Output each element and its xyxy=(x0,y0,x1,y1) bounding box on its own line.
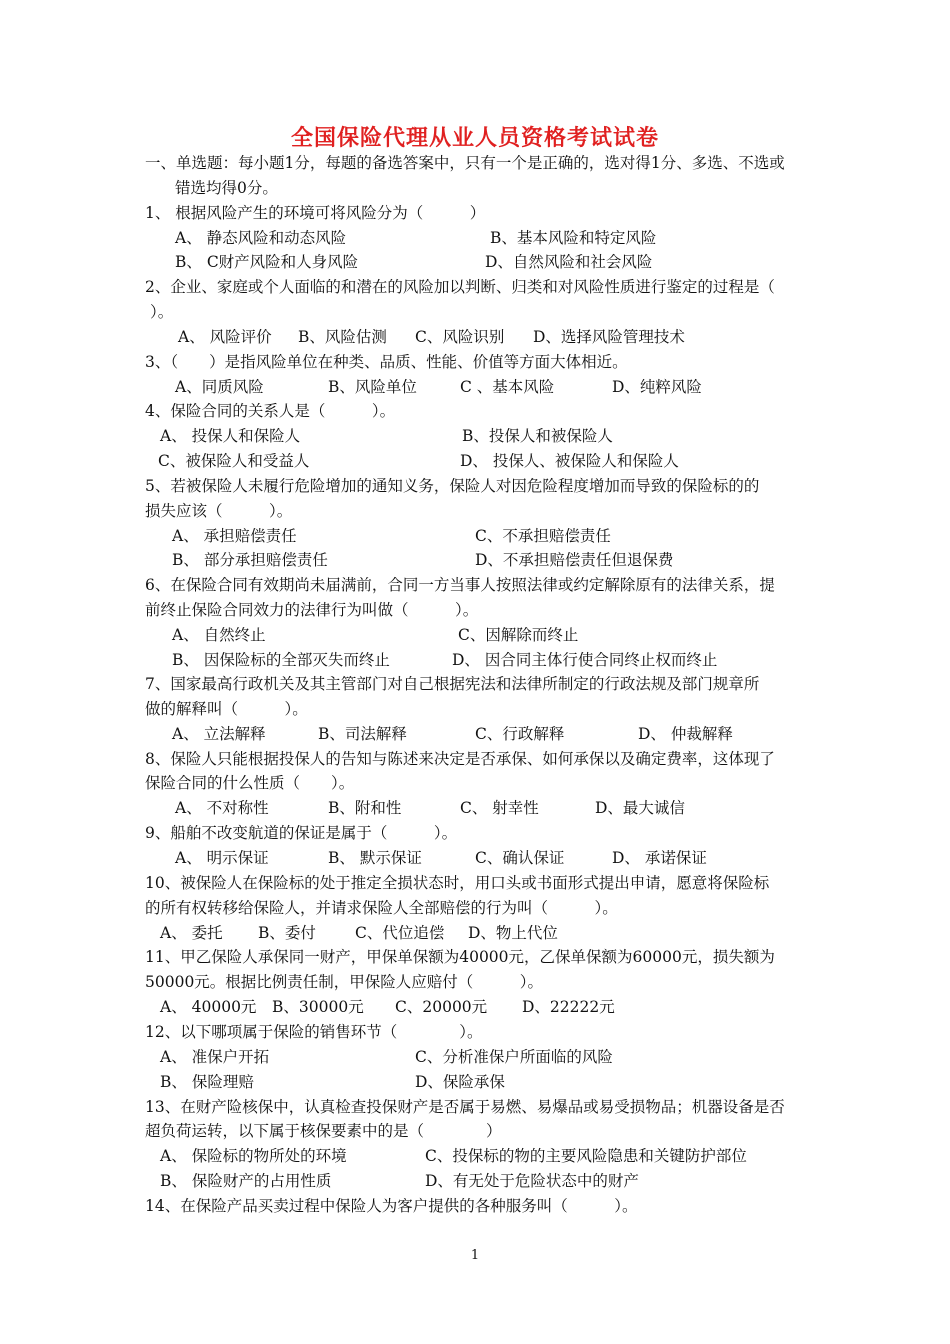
question-8-cont: 保险合同的什么性质（ ）。 xyxy=(145,774,355,792)
q2-option: D、选择风险管理技术 xyxy=(533,328,685,346)
section-heading: 一、单选题：每小题1分，每题的备选答案中，只有一个是正确的，选对得1分、多选、不选或 xyxy=(145,154,785,172)
q11-option: B、30000元 xyxy=(272,998,364,1016)
q13-option: C、投保标的物的主要风险隐患和关键防护部位 xyxy=(425,1147,747,1165)
q3-option: B、风险单位 xyxy=(328,378,417,396)
q10-option: A、 委托 xyxy=(160,924,223,942)
q5-option: B、 部分承担赔偿责任 xyxy=(172,551,328,569)
question-10: 10、被保险人在保险标的处于推定全损状态时，用口头或书面形式提出申请，愿意将保险标 xyxy=(145,874,770,892)
q7-option: B、司法解释 xyxy=(318,725,407,743)
q9-option: C、确认保证 xyxy=(475,849,565,867)
q11-option: A、 40000元 xyxy=(160,998,257,1016)
q7-option: C、行政解释 xyxy=(475,725,565,743)
question-5-cont: 损失应该（ ）。 xyxy=(145,502,293,520)
q4-option: B、投保人和被保险人 xyxy=(462,427,613,445)
q12-option: B、 保险理赔 xyxy=(160,1073,254,1091)
question-2: 2、企业、家庭或个人面临的和潜在的风险加以判断、归类和对风险性质进行鉴定的过程是（ xyxy=(145,278,775,296)
q11-option: D、22222元 xyxy=(522,998,615,1016)
question-9: 9、船舶不改变航道的保证是属于（ ）。 xyxy=(145,824,458,842)
q1-option: D、自然风险和社会风险 xyxy=(485,253,653,271)
q3-option: D、纯粹风险 xyxy=(612,378,702,396)
question-14: 14、在保险产品买卖过程中保险人为客户提供的各种服务叫（ ）。 xyxy=(145,1197,638,1215)
q13-option: D、有无处于危险状态中的财产 xyxy=(425,1172,639,1190)
question-13: 13、在财产险核保中，认真检查投保财产是否属于易燃、易爆品或易受损物品；机器设备是否 xyxy=(145,1098,785,1116)
q1-option: B、 C财产风险和人身风险 xyxy=(175,253,359,271)
q6-option: C、因解除而终止 xyxy=(458,626,579,644)
question-11-cont: 50000元。根据比例责任制，甲保险人应赔付（ ）。 xyxy=(145,973,544,991)
q3-option: A、同质风险 xyxy=(175,378,264,396)
question-3: 3、（ ）是指风险单位在种类、品质、性能、价值等方面大体相近。 xyxy=(145,353,628,371)
question-12: 12、以下哪项属于保险的销售环节（ ）。 xyxy=(145,1023,483,1041)
q9-option: B、 默示保证 xyxy=(328,849,422,867)
question-1: 1、 根据风险产生的环境可将风险分为（ ） xyxy=(145,204,486,222)
question-8: 8、保险人只能根据投保人的告知与陈述来决定是否承保、如何承保以及确定费率，这体现了 xyxy=(145,750,775,768)
question-2-cont: ）。 xyxy=(150,303,174,321)
q8-option: D、最大诚信 xyxy=(595,799,685,817)
q4-option: C、被保险人和受益人 xyxy=(158,452,310,470)
q4-option: A、 投保人和保险人 xyxy=(160,427,301,445)
question-4: 4、保险合同的关系人是（ ）。 xyxy=(145,402,396,420)
page-number: 1 xyxy=(470,1248,480,1263)
section-heading-cont: 错选均得0分。 xyxy=(175,179,278,197)
q5-option: D、不承担赔偿责任但退保费 xyxy=(475,551,674,569)
question-5: 5、若被保险人未履行危险增加的通知义务，保险人对因危险程度增加而导致的保险标的的 xyxy=(145,477,760,495)
question-10-cont: 的所有权转移给保险人，并请求保险人全部赔偿的行为叫（ ）。 xyxy=(145,899,618,917)
q12-option: A、 准保户开拓 xyxy=(160,1048,270,1066)
q12-option: C、分析准保户所面临的风险 xyxy=(415,1048,613,1066)
q11-option: C、20000元 xyxy=(395,998,488,1016)
q5-option: A、 承担赔偿责任 xyxy=(172,527,297,545)
q2-option: A、 风险评价 xyxy=(178,328,272,346)
q1-option: B、基本风险和特定风险 xyxy=(490,229,657,247)
exam-title: 全国保险代理从业人员资格考试试卷 xyxy=(290,126,659,151)
q2-option: B、风险估测 xyxy=(298,328,387,346)
question-7-cont: 做的解释叫（ ）。 xyxy=(145,700,308,718)
q13-option: B、 保险财产的占用性质 xyxy=(160,1172,332,1190)
q6-option: D、 因合同主体行使合同终止权而终止 xyxy=(452,651,718,669)
q8-option: B、附和性 xyxy=(328,799,402,817)
question-6: 6、在保险合同有效期尚未届满前，合同一方当事人按照法律或约定解除原有的法律关系，提 xyxy=(145,576,775,594)
q2-option: C、风险识别 xyxy=(415,328,505,346)
q10-option: C、代位追偿 xyxy=(355,924,445,942)
q9-option: A、 明示保证 xyxy=(175,849,269,867)
question-7: 7、国家最高行政机关及其主管部门对自己根据宪法和法律所制定的行政法规及部门规章所 xyxy=(145,675,760,693)
q3-option: C 、基本风险 xyxy=(460,378,555,396)
question-6-cont: 前终止保险合同效力的法律行为叫做（ ）。 xyxy=(145,601,479,619)
q9-option: D、 承诺保证 xyxy=(612,849,707,867)
q12-option: D、保险承保 xyxy=(415,1073,505,1091)
q1-option: A、 静态风险和动态风险 xyxy=(175,229,347,247)
question-13-cont: 超负荷运转，以下属于核保要素中的是（ ） xyxy=(145,1122,502,1140)
q7-option: D、 仲裁解释 xyxy=(638,725,733,743)
q10-option: B、委付 xyxy=(258,924,316,942)
q8-option: C、 射幸性 xyxy=(460,799,539,817)
q7-option: A、 立法解释 xyxy=(172,725,266,743)
q10-option: D、物上代位 xyxy=(468,924,558,942)
q4-option: D、 投保人、被保险人和保险人 xyxy=(460,452,679,470)
q5-option: C、不承担赔偿责任 xyxy=(475,527,611,545)
q8-option: A、 不对称性 xyxy=(175,799,269,817)
q6-option: B、 因保险标的全部灭失而终止 xyxy=(172,651,390,669)
q6-option: A、 自然终止 xyxy=(172,626,266,644)
q13-option: A、 保险标的物所处的环境 xyxy=(160,1147,347,1165)
question-11: 11、甲乙保险人承保同一财产，甲保单保额为40000元，乙保单保额为60000元，损失额为 xyxy=(145,948,775,966)
